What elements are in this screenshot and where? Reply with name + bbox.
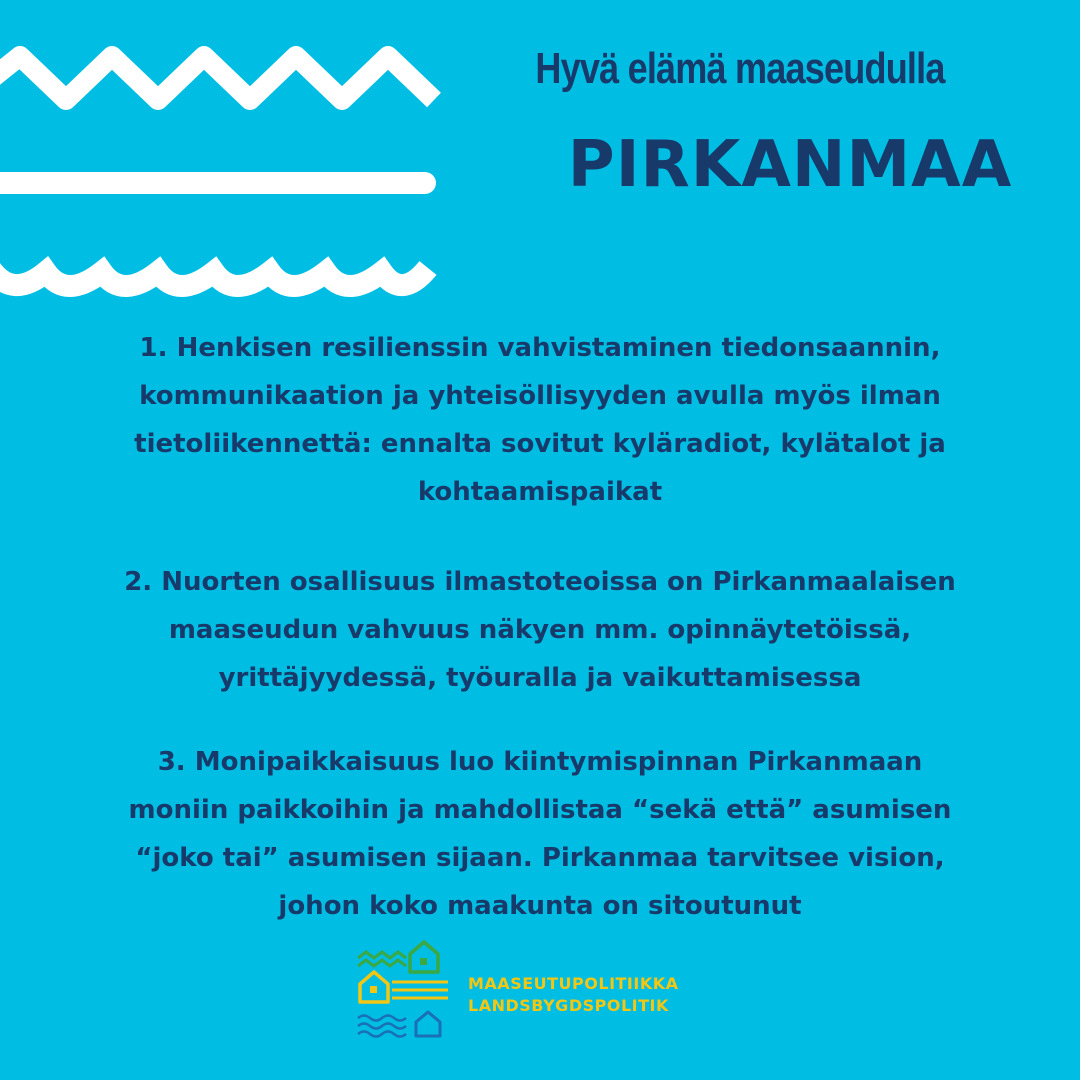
scallop-line — [0, 268, 428, 286]
decorative-waves — [0, 0, 460, 340]
straight-line — [0, 172, 436, 194]
rural-houses-waves-logo-icon — [352, 938, 462, 1042]
point-1: 1. Henkisen resilienssin vahvistaminen tiedonsaannin, kommunikaation ja yhteisöllisyyden avulla myös ilman tietoliikennettä: ennalta sovitut kyläradiot, kylätalot ja kohtaamispaikat — [134, 333, 946, 507]
page-title: PIRKANMAA — [567, 128, 1013, 202]
logo-text-line-2: LANDSBYGDSPOLITIK — [468, 996, 669, 1015]
zigzag-line — [0, 56, 434, 100]
point-3: 3. Monipaikkaisuus luo kiintymispinnan Pirkanmaan moniin paikkoihin ja mahdollistaa “sekä että” asumisen “joko tai” asumisen sijaan. Pirkanmaa tarvitsee vision, johon koko maakunta on sitoutunut — [128, 747, 952, 921]
point-2: 2. Nuorten osallisuus ilmastoteoissa on Pirkanmaalaisen maaseudun vahvuus näkyen mm. opinnäytetöissä, yrittäjyydessä, työuralla ja vaikuttamisessa — [124, 567, 956, 693]
logo-text-line-1: MAASEUTUPOLITIIKKA — [468, 974, 679, 993]
subtitle: Hyvä elämä maaseudulla — [535, 44, 945, 93]
logo — [352, 938, 732, 1042]
